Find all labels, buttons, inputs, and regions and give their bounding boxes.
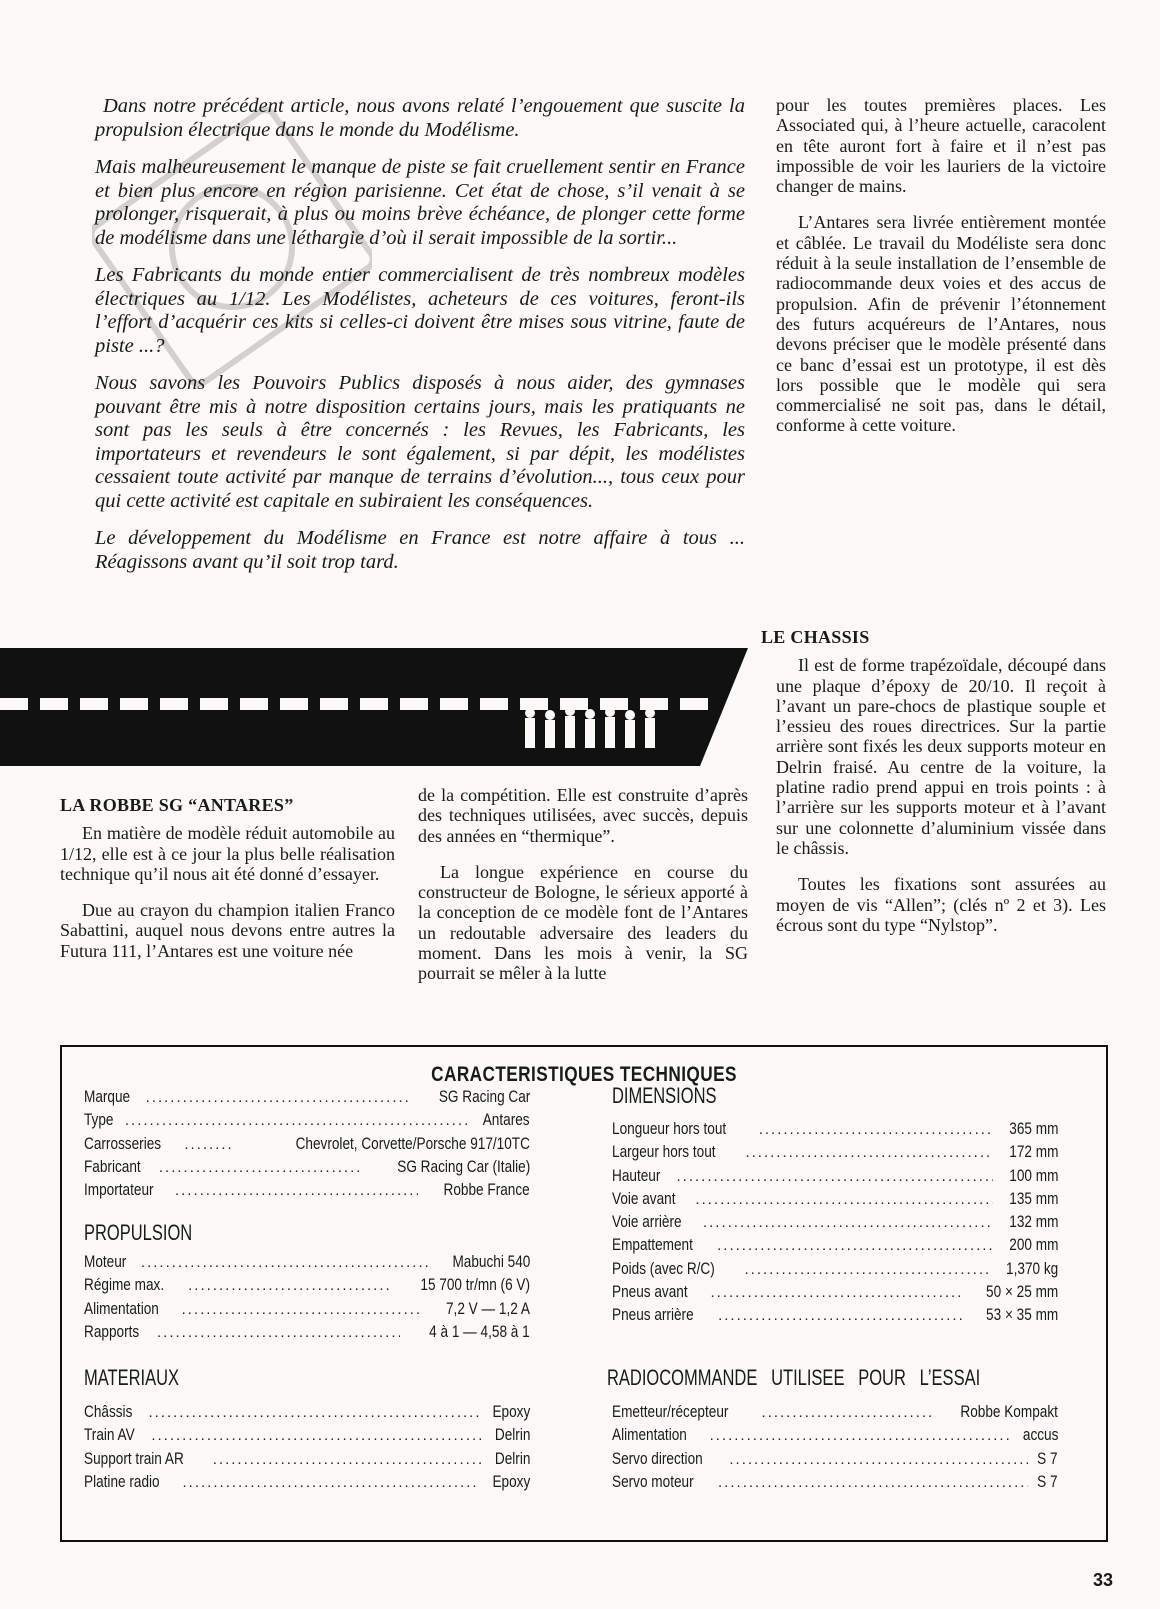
dot-leader xyxy=(148,1404,478,1421)
dimensions-specs-list xyxy=(612,1119,1058,1329)
spec-label: Empattement xyxy=(612,1235,693,1255)
spec-row xyxy=(612,1212,1058,1235)
racetrack-banner-illustration xyxy=(0,648,760,768)
page-number: 33 xyxy=(1092,1570,1113,1590)
paragraph: La longue expérience en course du constructeur de Bologne, le sérieux apporté à la conception de ce modèle font de l’Antares un redoutable adversaire des leaders du moment. Dans les mois à venir, la SG pourrait se mêler à la lutte xyxy=(418,861,748,984)
dot-leader xyxy=(759,1121,993,1138)
spec-label: Voie arrière xyxy=(612,1212,682,1232)
materiaux-title: MATERIAUX xyxy=(84,1365,180,1390)
paragraph: En matière de modèle réduit automobile au 1/12, elle est à ce jour la plus belle réalisation technique qu’il nous ait été donné d’essayer. xyxy=(60,823,395,884)
dimensions-title: DIMENSIONS xyxy=(612,1083,717,1108)
dot-leader xyxy=(717,1237,992,1254)
spec-label: Pneus avant xyxy=(612,1282,688,1302)
intro-paragraph: Dans notre précédent article, nous avons relaté l’engouement que suscite la propulsion électrique dans le monde du Modélisme. xyxy=(95,95,745,141)
dot-leader xyxy=(188,1277,389,1294)
dot-leader xyxy=(676,1168,992,1185)
article-heading: LA ROBBE SG “ANTARES” xyxy=(60,795,294,815)
paragraph: pour les toutes premières places. Les Associated qui, à l’heure actuelle, caracolent en tête auront fort à faire et il n’est pas impossible de voir les lauriers de la victoire changer de mains. xyxy=(776,95,1106,197)
propulsion-title: PROPULSION xyxy=(84,1220,193,1245)
spec-row xyxy=(84,1275,530,1298)
spec-row xyxy=(612,1402,1058,1425)
chassis-section xyxy=(761,627,1106,951)
spec-row xyxy=(612,1305,1058,1328)
spec-row xyxy=(84,1425,530,1448)
spec-label: Pneus arrière xyxy=(612,1305,694,1325)
spec-label: Train AV xyxy=(84,1425,135,1445)
dot-leader xyxy=(184,1136,233,1153)
dot-leader xyxy=(151,1427,481,1444)
spec-label: Alimentation xyxy=(612,1425,687,1445)
spec-row xyxy=(612,1189,1058,1212)
spec-label: Alimentation xyxy=(84,1298,159,1318)
spec-row xyxy=(84,1322,530,1345)
spec-value: 365 mm xyxy=(1008,1119,1058,1138)
spec-label: Importateur xyxy=(84,1180,154,1200)
spec-label: Largeur hors tout xyxy=(612,1142,716,1162)
spec-value: S 7 xyxy=(1037,1448,1058,1468)
spec-label: Hauteur xyxy=(612,1165,661,1185)
materiaux-specs-list xyxy=(84,1402,530,1495)
spec-label: Régime max. xyxy=(84,1275,165,1295)
dot-leader xyxy=(710,1427,1010,1444)
paragraph: de la compétition. Elle est construite d’après des techniques utilisées, avec succès, depuis des années en “thermique”. xyxy=(418,785,748,846)
paragraph: Il est de forme trapézoïdale, découpé dans une plaque d’époxy de 20/10. Il reçoit à l’avant un pare-chocs de plastique souple et l’essieu des roues directrices. Sur la partie arrière sont fixés les deux supports moteur en Delrin fraisé. Au centre de la voiture, la platine radio prend appui en trois points : à l’arrière sur les supports moteur et à l’avant sur une colonnette d’aluminium vissée dans le châssis. xyxy=(776,655,1106,858)
dot-leader xyxy=(718,1307,964,1324)
spec-label: Fabricant xyxy=(84,1156,141,1176)
spec-label: Rapports xyxy=(84,1321,140,1341)
intro-paragraph: Le développement du Modélisme en France est notre affaire à tous ... Réagissons avant qu’il soit trop tard. xyxy=(95,527,745,573)
spec-row xyxy=(612,1235,1058,1258)
spec-label: Servo moteur xyxy=(612,1471,694,1491)
dot-leader xyxy=(745,1144,992,1161)
dot-leader xyxy=(157,1324,400,1341)
spec-label: Platine radio xyxy=(84,1471,160,1491)
dot-leader xyxy=(183,1474,479,1491)
spec-value: SG Racing Car xyxy=(438,1087,530,1106)
dot-leader xyxy=(695,1191,992,1208)
spec-value: 135 mm xyxy=(1008,1188,1058,1208)
spec-label: Servo direction xyxy=(612,1448,703,1468)
intro-paragraph: Mais malheureusement le manque de piste se fait cruellement sentir en France et bien plus encore en région parisienne. Cet état de chose, s’il venait à se prolonger, risquerait, à plus ou moins brève échéance, de plonger cette forme de modélisme dans une léthargie d’où il serait impossible de la sortir... xyxy=(95,156,745,249)
spec-row xyxy=(612,1425,1058,1448)
spec-value: accus xyxy=(1022,1425,1058,1445)
spec-row xyxy=(84,1402,530,1425)
spec-value: 132 mm xyxy=(1008,1212,1058,1232)
spec-row xyxy=(612,1142,1058,1165)
spec-row xyxy=(84,1110,530,1133)
spec-row xyxy=(84,1449,530,1472)
spec-row xyxy=(84,1087,530,1110)
spec-label: Poids (avec R/C) xyxy=(612,1258,715,1278)
spec-value: 200 mm xyxy=(1008,1235,1058,1255)
spec-row xyxy=(612,1259,1058,1282)
intro-paragraph: Les Fabricants du monde entier commercialisent de très nombreux modèles électriques au 1/12. Les Modélistes, acheteurs de ces voitures, feront-ils l’effort d’acquérir ces kits si celles-ci doivent être mises sous vitrine, faute de piste ...? xyxy=(95,264,745,357)
spec-label: Support train AR xyxy=(84,1448,184,1468)
spec-value: 15 700 tr/mn (6 V) xyxy=(420,1275,530,1295)
spec-label: Moteur xyxy=(84,1252,127,1271)
radio-specs-list xyxy=(612,1402,1058,1495)
spec-value: Mabuchi 540 xyxy=(452,1252,530,1271)
dot-leader xyxy=(141,1254,429,1271)
dot-leader xyxy=(711,1284,964,1301)
spec-row xyxy=(84,1134,530,1157)
spec-value: S 7 xyxy=(1037,1471,1058,1491)
spec-row xyxy=(612,1166,1058,1189)
spec-value: Epoxy xyxy=(492,1471,530,1491)
spec-row xyxy=(612,1282,1058,1305)
dot-leader xyxy=(703,1214,993,1231)
right-column-text xyxy=(776,95,1106,452)
paragraph: Toutes les fixations sont assurées au moyen de vis “Allen”; (clés nº 2 et 3). Les écrous sont du type “Nylstop”. xyxy=(776,874,1106,935)
spec-row xyxy=(84,1299,530,1322)
intro-text xyxy=(95,95,745,588)
spec-value: 100 mm xyxy=(1008,1165,1058,1185)
dot-leader xyxy=(146,1089,412,1106)
spec-value: Chevrolet, Corvette/Porsche 917/10TC xyxy=(295,1133,530,1153)
dot-leader xyxy=(125,1112,468,1129)
paragraph: Due au crayon du champion italien Franco Sabattini, auquel nous devons entre autres la Futura 111, l’Antares est une voiture née xyxy=(60,900,395,961)
dot-leader xyxy=(159,1159,360,1176)
dot-leader xyxy=(213,1451,482,1468)
spec-value: 53 × 35 mm xyxy=(985,1305,1058,1325)
spec-value: 50 × 25 mm xyxy=(985,1282,1058,1302)
spec-label: Châssis xyxy=(84,1402,133,1421)
spec-value: 7,2 V — 1,2 A xyxy=(446,1298,530,1318)
dot-leader xyxy=(729,1451,1028,1468)
spec-label: Carrosseries xyxy=(84,1133,162,1153)
spec-row xyxy=(84,1157,530,1180)
specs-title: CARACTERISTIQUES TECHNIQUES xyxy=(431,1063,737,1086)
spec-label: Type xyxy=(84,1110,114,1130)
spec-label: Emetteur/récepteur xyxy=(612,1402,729,1421)
spec-value: Robbe France xyxy=(443,1180,530,1200)
article-column-2 xyxy=(418,785,748,1000)
spec-value: Epoxy xyxy=(492,1402,530,1421)
dot-leader xyxy=(744,1261,988,1278)
spec-value: Delrin xyxy=(494,1425,530,1445)
dot-leader xyxy=(762,1404,933,1421)
spec-row xyxy=(84,1252,530,1275)
dot-leader xyxy=(182,1301,422,1318)
spec-value: Delrin xyxy=(494,1448,530,1468)
dot-leader xyxy=(718,1474,1028,1491)
propulsion-specs-list xyxy=(84,1252,530,1345)
spec-label: Longueur hors tout xyxy=(612,1119,727,1138)
radio-title: RADIOCOMMANDE UTILISEE POUR L’ESSAI xyxy=(607,1365,981,1390)
spec-value: 1,370 kg xyxy=(1005,1258,1058,1278)
spec-row xyxy=(612,1449,1058,1472)
spec-label: Marque xyxy=(84,1087,131,1106)
article-column-1 xyxy=(60,795,395,977)
spec-value: 172 mm xyxy=(1008,1142,1058,1162)
spec-row xyxy=(612,1472,1058,1495)
spec-row xyxy=(84,1472,530,1495)
chassis-heading: LE CHASSIS xyxy=(761,627,870,647)
spec-label: Voie avant xyxy=(612,1188,676,1208)
technical-specs-box xyxy=(60,1045,1108,1542)
spec-value: Robbe Kompakt xyxy=(960,1402,1058,1421)
dot-leader xyxy=(175,1182,418,1199)
spec-value: SG Racing Car (Italie) xyxy=(396,1156,530,1176)
spec-value: 4 à 1 — 4,58 à 1 xyxy=(429,1321,530,1341)
spec-row xyxy=(612,1119,1058,1142)
spec-row xyxy=(84,1180,530,1203)
intro-paragraph: Nous savons les Pouvoirs Publics disposés à nous aider, des gymnases pouvant être mis à notre disposition certains jours, mais les pratiquants ne sont pas les seuls à être concernés : les Revues, les Fabricants, les importateurs et revendeurs le sont également, si par dépit, les modélistes cessaient toute activité par manque de terrains d’évolution..., tous ceux pour qui cette activité est capitale en subiraient les conséquences. xyxy=(95,372,745,512)
spec-value: Antares xyxy=(483,1110,530,1130)
paragraph: L’Antares sera livrée entièrement montée et câblée. Le travail du Modéliste sera donc réduit à la seule installation de l’ensemble de radiocommande deux voies et des accus de propulsion. Afin de prévenir l’étonnement des futurs acquéreurs de l’Antares, nous devons préciser que le modèle présenté dans ce banc d’essai est un prototype, il est dès lors possible que le modèle qui sera commercialisé ne soit pas, dans le détail, conforme à cette voiture. xyxy=(776,212,1106,436)
general-specs-list xyxy=(84,1087,530,1203)
